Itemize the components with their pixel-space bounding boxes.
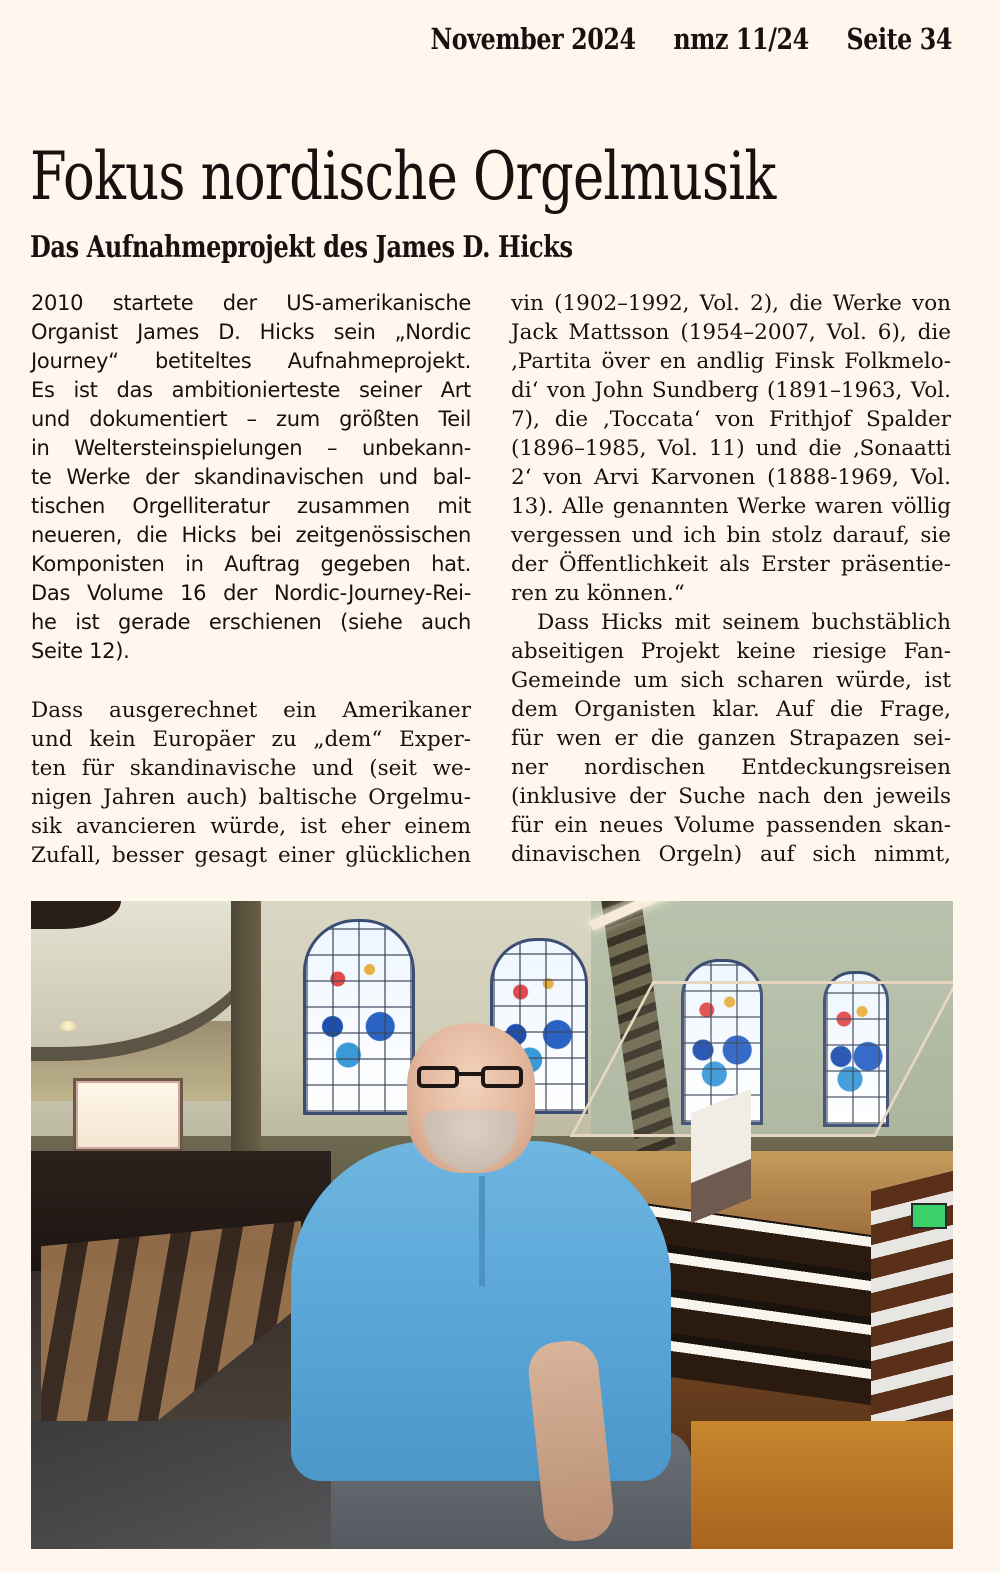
text-line: Seite 12). — [31, 639, 130, 663]
text-line: der Öffentlichkeit als Erster präsentie- — [511, 552, 951, 577]
text-line: vin (1902–1992, Vol. 2), die Werke von — [511, 291, 951, 316]
text-line: und dokumentiert – zum größten Teil — [31, 407, 471, 431]
page-header — [430, 22, 952, 56]
page-number: Seite 34 — [846, 22, 952, 56]
photo-small-window — [73, 1078, 183, 1152]
photo-pillar — [231, 901, 261, 1181]
text-line: dem Organisten klar. Auf die Frage, — [511, 697, 951, 722]
organ-display — [911, 1203, 947, 1229]
text-line: Organist James D. Hicks sein „Nordic — [31, 320, 471, 344]
shirt-placket — [479, 1176, 485, 1286]
text-line: Komponisten in Auftrag gegeben hat. — [31, 552, 471, 576]
text-line: Dass Hicks mit seinem buchstäblich — [537, 610, 951, 635]
text-line: Das Volume 16 der Nordic-Journey-Rei- — [31, 581, 471, 605]
text-line: ren zu können.“ — [511, 581, 685, 606]
text-line: di‘ von John Sundberg (1891–1963, Vol. — [511, 378, 951, 403]
text-line: (1896–1985, Vol. 11) und die ‚Sonaatti — [511, 436, 951, 461]
text-line: tischen Orgelliteratur zusammen mit — [31, 494, 471, 518]
text-line: neueren, die Hicks bei zeitgenössischen — [31, 523, 471, 547]
text-line: dinavischen Orgeln) auf sich nimmt, — [511, 842, 951, 867]
article-photo — [31, 901, 953, 1549]
text-line: abseitigen Projekt keine riesige Fan- — [511, 639, 951, 664]
text-line: (inklusive der Suche nach den jeweils — [511, 784, 951, 809]
article-headline: Fokus nordische Orgelmusik — [30, 138, 776, 215]
text-line: vergessen und ich bin stolz darauf, sie — [511, 523, 951, 548]
text-line: in Weltersteinspielungen – unbekann- — [31, 436, 471, 460]
article-body-left — [31, 696, 471, 870]
text-line: Zufall, besser gesagt einer glücklichen — [31, 843, 471, 868]
text-line: Gemeinde um sich scharen würde, ist — [511, 668, 951, 693]
text-line: für ein neues Volume passenden skan- — [511, 813, 951, 838]
text-line: 7), die ‚Toccata‘ von Frithjof Spalder — [511, 407, 951, 432]
text-line: ner nordischen Entdeckungsreisen — [511, 755, 951, 780]
text-line: Jack Mattsson (1954–2007, Vol. 6), die — [511, 320, 951, 345]
paragraph — [511, 608, 951, 869]
stained-glass-window — [303, 919, 415, 1115]
issue-date: November 2024 — [430, 22, 636, 56]
text-line: ten für skandinavische und (seit we- — [31, 756, 471, 781]
text-line: ‚Partita över en andlig Finsk Folkmelo- — [511, 349, 951, 374]
glasses-icon — [417, 1066, 525, 1090]
text-line: und kein Europäer zu „dem“ Exper- — [31, 727, 471, 752]
issue-number: nmz 11/24 — [673, 22, 809, 56]
text-line: sik avancieren würde, ist eher einem — [31, 814, 471, 839]
text-line: nigen Jahren auch) baltische Orgelmu- — [31, 785, 471, 810]
organ-bench — [691, 1421, 953, 1549]
text-line: te Werke der skandinavischen und bal- — [31, 465, 471, 489]
text-line: Es ist das ambitionierteste seiner Art — [31, 378, 471, 402]
article-intro — [31, 289, 471, 666]
text-line: Journey“ betiteltes Aufnahmeprojekt. — [31, 349, 471, 373]
article-body-right — [511, 289, 951, 869]
text-line: 2‘ von Arvi Karvonen (1888-1969, Vol. — [511, 465, 951, 490]
text-line: he ist gerade erschienen (siehe auch — [31, 610, 471, 634]
photo-lamp — [59, 1021, 77, 1031]
text-line: Dass ausgerechnet ein Amerikaner — [31, 698, 471, 723]
text-line: für wen er die ganzen Strapazen sei- — [511, 726, 951, 751]
text-line: 2010 startete der US-amerikanische — [31, 291, 471, 315]
text-line: 13). Alle genannten Werke waren völlig — [511, 494, 951, 519]
article-subheadline: Das Aufnahmeprojekt des James D. Hicks — [30, 230, 573, 265]
